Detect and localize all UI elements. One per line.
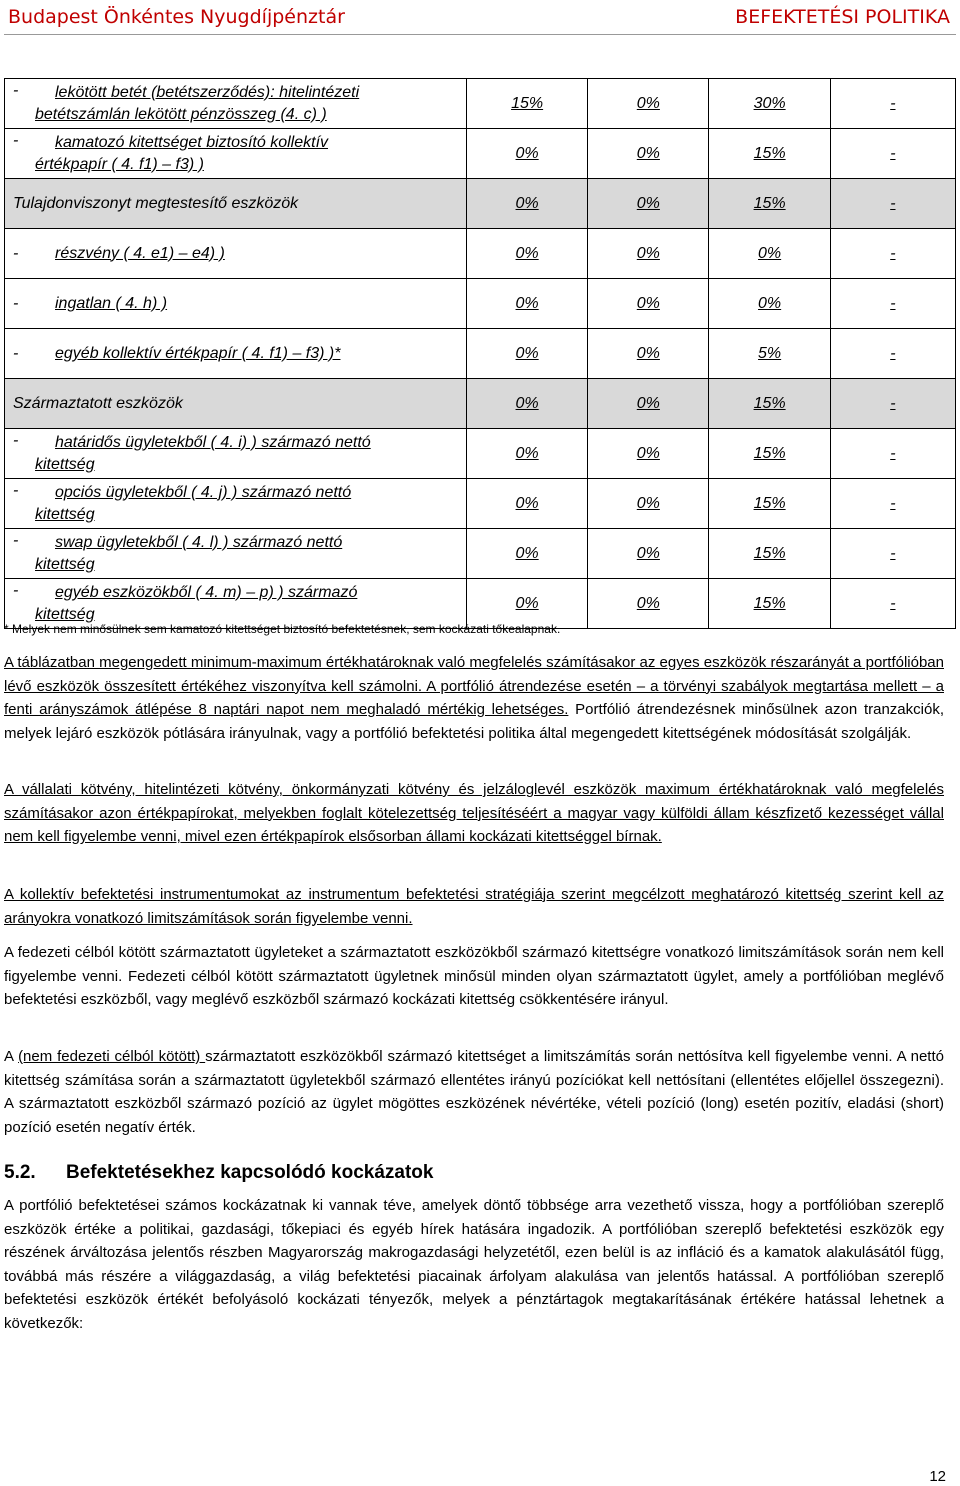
pct-value: 0% xyxy=(636,144,660,162)
row-label-cell xyxy=(5,329,467,379)
paragraph-netting-a: A xyxy=(4,1048,19,1065)
pct-cell-a xyxy=(466,129,587,179)
pct-value: 15% xyxy=(511,94,544,112)
section-label: Származtatott eszközök xyxy=(13,394,183,412)
row-bullet: - xyxy=(13,531,19,549)
pct-value: 0% xyxy=(515,294,539,312)
row-label: ingatlan ( 4. h) ) xyxy=(55,294,168,312)
dash-value: - xyxy=(890,144,896,162)
row-label-line1: kamatozó kitettséget biztosító kollektív xyxy=(55,133,329,151)
row-label-cell xyxy=(5,529,467,579)
dash-cell xyxy=(830,429,955,479)
pct-cell-b xyxy=(588,329,709,379)
table-row xyxy=(5,229,956,279)
pct-cell-a xyxy=(466,479,587,529)
pct-cell-a xyxy=(466,179,587,229)
pct-value: 0% xyxy=(636,394,660,412)
pct-cell-c xyxy=(709,329,830,379)
table-row xyxy=(5,479,956,529)
row-label-cell xyxy=(5,229,467,279)
section-heading xyxy=(4,1162,434,1184)
pct-cell-b xyxy=(588,429,709,479)
pct-cell-a xyxy=(466,529,587,579)
pct-cell-b xyxy=(588,279,709,329)
pct-value: 0% xyxy=(636,94,660,112)
pct-value: 0% xyxy=(515,544,539,562)
paragraph-netting-underlined: (nem fedezeti célból kötött) xyxy=(18,1048,206,1065)
row-label-line2: kitettség xyxy=(35,555,95,573)
row-label-line1: swap ügyletekből ( 4. l) ) származó nettó xyxy=(55,533,343,551)
pct-cell-c xyxy=(709,229,830,279)
table-row xyxy=(5,79,956,129)
pct-cell-a xyxy=(466,79,587,129)
row-label-cell xyxy=(5,429,467,479)
pct-cell-b xyxy=(588,129,709,179)
dash-value: - xyxy=(890,244,896,262)
paragraph-risks: A portfólió befektetései számos kockázatnak ki vannak téve, amelyek döntő többsége arra vezethető vissza, hogy a portfólióban szereplő eszközök értéke a politikai, gazdasági, tőkepiaci és egyéb hírek hatására ingadozik. A portfólióban szereplő befektetési eszközök egy részének árváltozása jelentős részben Magyarország makrogazdasági helyzetétől, ezen belül is az infláció és a kamatok alakulásától függ, továbbá más részére a világgazdaság, a világ befektetési piacainak árfolyam alakulása van jelentős hatással. A portfólióban szereplő befektetési eszközök értékét befolyásoló kockázati tényezők, melyek a pénztártagok megtakarításának értékére hatással lehetnek a következők: xyxy=(4,1197,944,1332)
row-label-line1: lekötött betét (betétszerződés): hitelintézeti xyxy=(55,83,360,101)
pct-value: 15% xyxy=(753,494,786,512)
row-bullet: - xyxy=(13,131,19,149)
pct-value: 30% xyxy=(753,94,786,112)
paragraph-bonds xyxy=(4,778,944,849)
row-label-line2: értékpapír ( 4. f1) – f3) ) xyxy=(35,155,204,173)
pct-cell-b xyxy=(588,179,709,229)
row-label-cell xyxy=(5,479,467,529)
row-bullet: - xyxy=(13,481,19,499)
dash-value: - xyxy=(890,544,896,562)
table-row xyxy=(5,579,956,629)
pct-value: 0% xyxy=(515,444,539,462)
row-label-cell xyxy=(5,579,467,629)
pct-value: 0% xyxy=(515,194,539,212)
row-label-line2: betétszámlán lekötött pénzösszeg (4. c) ) xyxy=(35,105,327,123)
paragraph-collective xyxy=(4,883,944,930)
section-label: Tulajdonviszonyt megtestesítő eszközök xyxy=(13,194,299,212)
row-bullet: - xyxy=(13,344,19,362)
pct-cell-c xyxy=(709,79,830,129)
dash-cell xyxy=(830,329,955,379)
pct-value: 0% xyxy=(636,494,660,512)
pct-value: 0% xyxy=(636,344,660,362)
row-bullet: - xyxy=(13,244,19,262)
pct-value: 0% xyxy=(758,244,782,262)
section-number: 5.2. xyxy=(4,1162,36,1183)
paragraph-limits-underlined: A táblázatban megengedett minimum-maximum értékhatároknak való megfelelés számításakor az egyes eszközök részarányát a portfólióban lévő eszközök összesített értékéhez viszonyítva kell számolni. A portfólió átrendezése esetén – a törvényi szabályok megtartása mellett – a fenti arányszámok átlépése 8 naptári napot nem meghaladó mértékig lehetséges. xyxy=(4,654,944,718)
row-label-cell xyxy=(5,279,467,329)
pct-value: 0% xyxy=(636,444,660,462)
dash-cell xyxy=(830,479,955,529)
header-org-name: Budapest Önkéntes Nyugdíjpénztár xyxy=(8,6,345,28)
row-bullet: - xyxy=(13,81,19,99)
dash-value: - xyxy=(890,94,896,112)
dash-value: - xyxy=(890,344,896,362)
pct-cell-a xyxy=(466,379,587,429)
table-row xyxy=(5,529,956,579)
dash-cell xyxy=(830,229,955,279)
pct-cell-a xyxy=(466,279,587,329)
dash-value: - xyxy=(890,594,896,612)
dash-cell xyxy=(830,379,955,429)
pct-cell-c xyxy=(709,479,830,529)
page-number: 12 xyxy=(929,1468,946,1485)
dash-cell xyxy=(830,79,955,129)
dash-value: - xyxy=(890,194,896,212)
row-label: részvény ( 4. e1) – e4) ) xyxy=(55,244,225,262)
table-row xyxy=(5,279,956,329)
row-label-cell xyxy=(5,129,467,179)
table-section-row xyxy=(5,179,956,229)
row-label: egyéb kollektív értékpapír ( 4. f1) – f3) )* xyxy=(55,344,341,362)
pct-cell-b xyxy=(588,379,709,429)
table-row xyxy=(5,329,956,379)
row-label-cell xyxy=(5,379,467,429)
dash-cell xyxy=(830,579,955,629)
pct-value: 0% xyxy=(515,494,539,512)
paragraph-limits-rest: Portfólió átrendezésnek minősülnek azon tranzakciók, melyek lejáró eszközök pótlására irányulnak, vagy a portfólió befektetési politika által megengedett kitettségének módosítását szolgálják. xyxy=(4,701,944,742)
row-label-cell xyxy=(5,179,467,229)
pct-cell-c xyxy=(709,129,830,179)
row-bullet: - xyxy=(13,294,19,312)
pct-cell-c xyxy=(709,179,830,229)
pct-cell-c xyxy=(709,529,830,579)
dash-cell xyxy=(830,179,955,229)
pct-cell-c xyxy=(709,579,830,629)
table-section-row xyxy=(5,379,956,429)
row-label-line1: egyéb eszközökből ( 4. m) – p) ) származó xyxy=(55,583,358,601)
row-label-line1: opciós ügyletekből ( 4. j) ) származó nettó xyxy=(55,483,352,501)
pct-value: 0% xyxy=(636,294,660,312)
pct-value: 15% xyxy=(753,444,786,462)
pct-value: 15% xyxy=(753,594,786,612)
pct-cell-c xyxy=(709,279,830,329)
pct-value: 0% xyxy=(515,344,539,362)
pct-value: 15% xyxy=(753,394,786,412)
paragraph-bonds-text: A vállalati kötvény, hitelintézeti kötvény, önkormányzati kötvény és jelzáloglevél eszközök maximum értékhatároknak való megfelelés számításakor azon értékpapírokat, melyekben foglalt kötelezettség teljesítéséért a magyar vagy külföldi állam készfizető kezességet vállal nem kell figyelembe venni, mivel ezen értékpapírok elsősorban állami kockázati kitettséggel bírnak. xyxy=(4,781,944,845)
paragraph-hedging: A fedezeti célból kötött származtatott ügyleteket a származtatott eszközökből származó kitettségre vonatkozó limitszámítások során nem kell figyelembe venni. Fedezeti célból kötött származtatott ügyletnek minősül minden olyan származtatott ügylet, amely a portfólióban meglévő befektetési eszközből, vagy meglévő eszközből származó kockázati kitettség csökkentésére irányul. xyxy=(4,944,944,1008)
pct-value: 0% xyxy=(636,194,660,212)
pct-value: 15% xyxy=(753,544,786,562)
row-label-line1: határidős ügyletekből ( 4. i) ) származó nettó xyxy=(55,433,371,451)
row-bullet: - xyxy=(13,431,19,449)
pct-value: 15% xyxy=(753,144,786,162)
pct-value: 0% xyxy=(515,594,539,612)
table-row xyxy=(5,129,956,179)
dash-value: - xyxy=(890,394,896,412)
table-footnote: * Melyek nem minősülnek sem kamatozó kitettséget biztosító befektetésnek, sem kockázati tőkealapnak. xyxy=(4,622,561,636)
row-label-line2: kitettség xyxy=(35,455,95,473)
pct-value: 0% xyxy=(515,144,539,162)
pct-cell-a xyxy=(466,329,587,379)
row-label-line2: kitettség xyxy=(35,505,95,523)
pct-cell-b xyxy=(588,79,709,129)
pct-value: 0% xyxy=(515,394,539,412)
dash-value: - xyxy=(890,294,896,312)
dash-value: - xyxy=(890,444,896,462)
pct-cell-c xyxy=(709,379,830,429)
pct-value: 0% xyxy=(636,544,660,562)
pct-value: 0% xyxy=(758,294,782,312)
paragraph-collective-text: A kollektív befektetési instrumentumokat az instrumentum befektetési stratégiája szerint megcélzott meghatározó kitettség szerint kell az arányokra vonatkozó limitszámítások során figyelembe venni. xyxy=(4,886,944,927)
row-bullet: - xyxy=(13,581,19,599)
pct-value: 15% xyxy=(753,194,786,212)
pct-value: 0% xyxy=(636,244,660,262)
pct-cell-c xyxy=(709,429,830,479)
pct-cell-b xyxy=(588,579,709,629)
paragraph-netting-b: származtatott eszközökből származó kitettséget a limitszámítás során nettósítva kell figyelembe venni. A nettó kitettség számítása során a származtatott ügyletekből származó ellentétes irányú pozíciókat kell nettósítani (ellentétes előjellel összegezni). A származtatott eszközből származó pozíció az ügylet mögöttes eszközének névértéke, vételi pozíció (long) esetén pozitív, eladási (short) pozíció esetén negatív érték. xyxy=(4,1048,944,1136)
row-label-line2: kitettség xyxy=(35,605,95,623)
section-title: Befektetésekhez kapcsolódó kockázatok xyxy=(66,1162,434,1183)
pct-value: 0% xyxy=(636,594,660,612)
header-doc-title: BEFEKTETÉSI POLITIKA xyxy=(735,6,950,28)
dash-value: - xyxy=(890,494,896,512)
paragraph-netting xyxy=(4,1045,944,1139)
pct-value: 5% xyxy=(758,344,782,362)
pct-cell-b xyxy=(588,479,709,529)
row-label-cell xyxy=(5,79,467,129)
allocation-table xyxy=(4,78,956,629)
dash-cell xyxy=(830,529,955,579)
page-header xyxy=(4,0,956,35)
paragraph-limits xyxy=(4,651,944,745)
table-row xyxy=(5,429,956,479)
dash-cell xyxy=(830,129,955,179)
pct-cell-b xyxy=(588,229,709,279)
pct-cell-a xyxy=(466,429,587,479)
dash-cell xyxy=(830,279,955,329)
pct-cell-a xyxy=(466,229,587,279)
pct-value: 0% xyxy=(515,244,539,262)
pct-cell-b xyxy=(588,529,709,579)
pct-cell-a xyxy=(466,579,587,629)
